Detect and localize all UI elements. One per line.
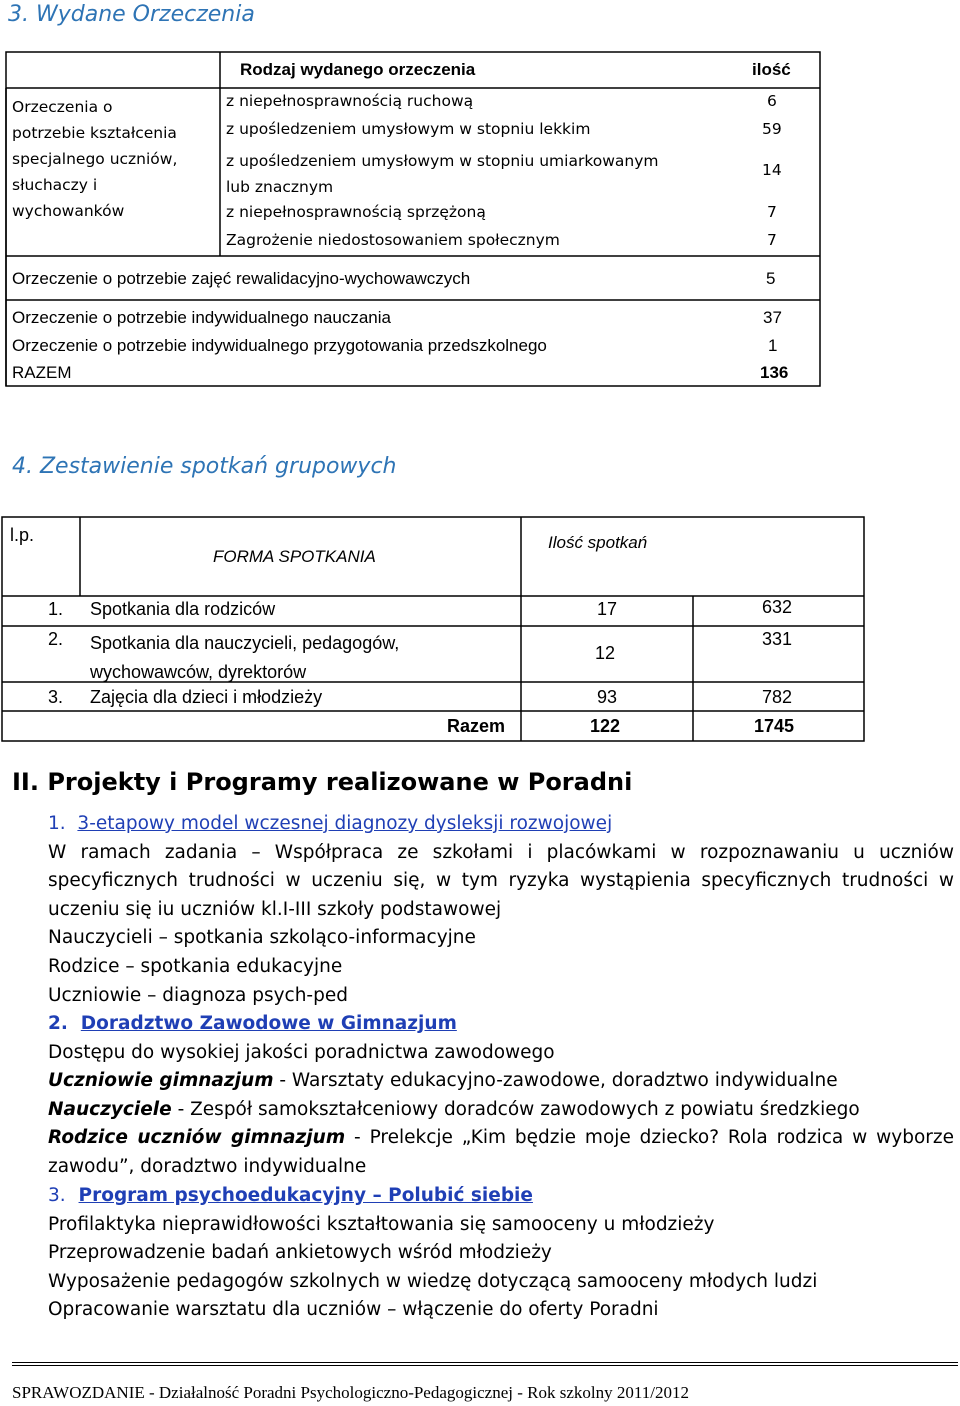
t2-row-lp: 3. bbox=[48, 687, 64, 707]
sectionII-title: II. Projekty i Programy realizowane w Poradni bbox=[12, 768, 633, 796]
project-3-title: Program psychoedukacyjny – Polubić siebie bbox=[78, 1185, 533, 1206]
project-2: 2. Doradztwo Zawodowe w Gimnazjum Dostępu do wysokiej jakości poradnictwa zawodowego Uczniowie gimnazjum - Warsztaty edukacyjno-zawodowe, doradztwo indywidualne Nauczyciele - Zespół samokształceniowy doradców zawodowych z powiatu średzkiego Rodzice uczniów gimnazjum - Prelekcje „Kim będzie moje dziecko? Rola rodzica w wyborze zawodu”, doradztwo indywidualne bbox=[48, 1013, 955, 1177]
t1-ind-naucz-label: Orzeczenie o potrzebie indywidualnego nauczania bbox=[12, 308, 391, 327]
t1-row-count: 6 bbox=[767, 92, 777, 110]
t2-row-count: 17 bbox=[597, 599, 618, 619]
t1-row-count: 14 bbox=[762, 161, 782, 179]
t2-sum-label: Razem bbox=[447, 716, 506, 736]
t1-header-type: Rodzaj wydanego orzeczenia bbox=[240, 60, 476, 79]
t1-row-label: z niepełnosprawnością sprzężoną bbox=[226, 203, 486, 221]
t1-group-label: Orzeczenia o potrzebie kształcenia specjalnego uczniów, słuchaczy i wychowanków bbox=[12, 98, 178, 220]
t2-row-lp: 1. bbox=[48, 599, 64, 619]
t1-row-count: 59 bbox=[762, 120, 782, 138]
t1-ind-przed-label: Orzeczenie o potrzebie indywidualnego przygotowania przedszkolnego bbox=[12, 336, 547, 355]
t1-total-label: RAZEM bbox=[12, 363, 72, 382]
t1-header-count: ilość bbox=[752, 60, 791, 79]
t1-row-label: Zagrożenie niedostosowaniem społecznym bbox=[226, 231, 560, 249]
project-2-title: Doradztwo Zawodowe w Gimnazjum bbox=[80, 1013, 457, 1034]
t1-row-label: z niepełnosprawnością ruchową bbox=[226, 92, 474, 110]
t2-header-form: FORMA SPOTKANIA bbox=[213, 547, 376, 566]
t2-row-total: 782 bbox=[762, 687, 793, 707]
t2-row-form: Spotkania dla nauczycieli, pedagogów, wychowawców, dyrektorów bbox=[90, 633, 400, 682]
t1-rewal-count: 5 bbox=[766, 269, 776, 288]
t1-row-label: z upośledzeniem umysłowym w stopniu umiarkowanym lub znacznym bbox=[226, 152, 659, 196]
t2-row-count: 12 bbox=[595, 643, 616, 663]
t2-row-total: 632 bbox=[762, 597, 793, 617]
t2-row-form: Spotkania dla rodziców bbox=[90, 599, 276, 619]
t1-row-label: z upośledzeniem umysłowym w stopniu lekkim bbox=[226, 120, 591, 138]
t1-ind-przed-count: 1 bbox=[768, 336, 778, 355]
t2-row-count: 93 bbox=[597, 687, 618, 707]
t1-rewal-label: Orzeczenie o potrzebie zajęć rewalidacyjno-wychowawczych bbox=[12, 269, 471, 288]
t2-sum-count: 122 bbox=[590, 716, 621, 736]
section3-title: 3. Wydane Orzeczenia bbox=[8, 2, 255, 27]
footer-rule bbox=[12, 1362, 958, 1366]
t2-header-lp: l.p. bbox=[10, 525, 35, 545]
t2-row-lp: 2. bbox=[48, 629, 64, 649]
project-1-title: 3-etapowy model wczesnej diagnozy dysleksji rozwojowej bbox=[77, 813, 613, 834]
t1-row-count: 7 bbox=[767, 231, 777, 249]
section4-title: 4. Zestawienie spotkań grupowych bbox=[12, 454, 397, 479]
t1-total-count: 136 bbox=[760, 363, 789, 382]
t2-row-total: 331 bbox=[762, 629, 793, 649]
footer-text: SPRAWOZDANIE - Działalność Poradni Psychologiczno-Pedagogicznej - Rok szkolny 2011/2012 bbox=[12, 1383, 689, 1402]
project-1: 1. 3-etapowy model wczesnej diagnozy dysleksji rozwojowej W ramach zadania – Współpraca ze szkołami i placówkami w rozpoznawaniu u uczniów specyficznych trudności w uczeniu się, w tym ryzyka wystąpienia specyficznych trudności w uczeniu się iu uczniów kl.I-III szkoły podstawowej Nauczycieli – spotkania szkoląco-informacyjne Rodzice – spotkania edukacyjne Uczniowie – diagnoza psych-ped bbox=[48, 813, 954, 1006]
t1-row-count: 7 bbox=[767, 203, 777, 221]
project-3: 3. Program psychoedukacyjny – Polubić siebie Profilaktyka nieprawidłowości kształtowania się samooceny u młodzieży Przeprowadzenie badań ankietowych wśród młodzieży Wyposażenie pedagogów szkolnych w wiedzę dotyczącą samooceny młodych ludzi Opracowanie warsztatu dla uczniów – włączenie do oferty Poradni bbox=[48, 1185, 818, 1321]
t2-sum-total: 1745 bbox=[754, 716, 795, 736]
t2-row-form: Zajęcia dla dzieci i młodzieży bbox=[90, 687, 323, 707]
t1-ind-naucz-count: 37 bbox=[763, 308, 782, 327]
t2-header-count: Ilość spotkań bbox=[548, 533, 648, 552]
